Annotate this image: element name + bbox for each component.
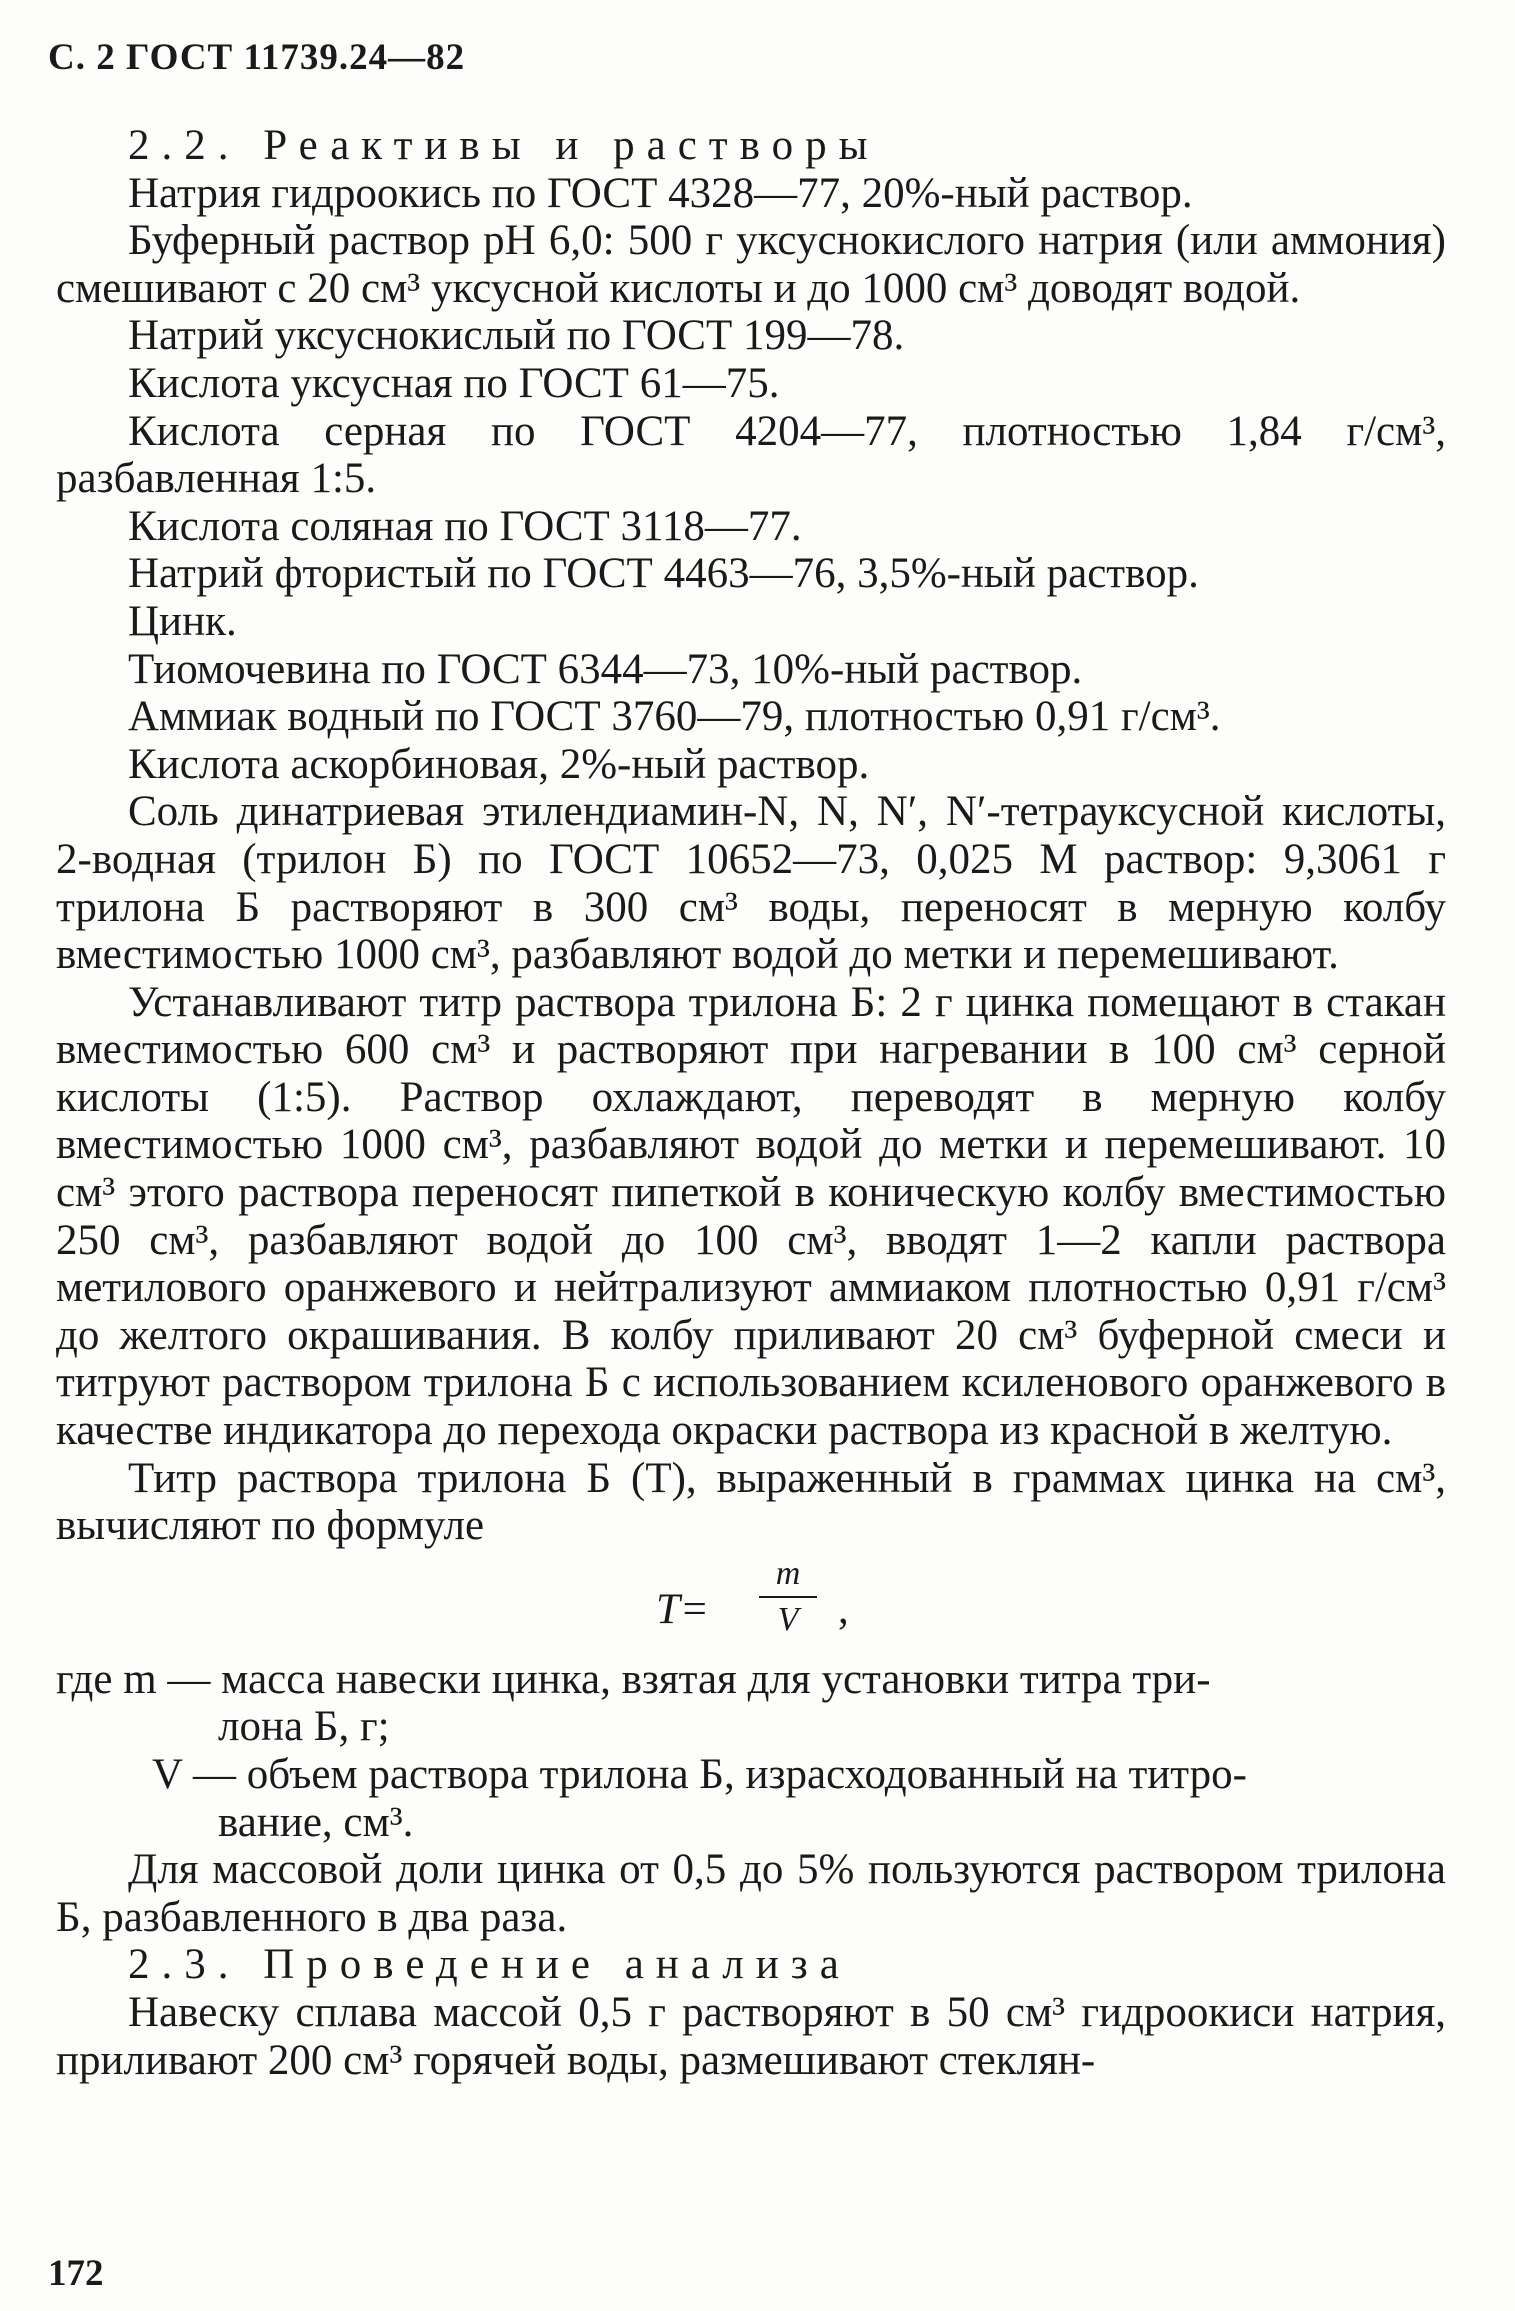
paragraph: Навеску сплава массой 0,5 г растворяют в 50 см³ гидроокиси натрия, приливают 200 см³ горячей воды, размешивают стеклян-: [56, 1988, 1446, 2084]
paragraph: Для массовой доли цинка от 0,5 до 5% пользуются раствором трилона Б, разбавленного в два раза.: [56, 1846, 1446, 1941]
fraction-bar: [759, 1596, 817, 1598]
section-heading-2-2: 2.2. Реактивы и растворы: [128, 122, 880, 169]
page-body: [56, 122, 1446, 2084]
paragraph: Натрий уксуснокислый по ГОСТ 199—78.: [128, 312, 905, 360]
paragraph: Натрия гидроокись по ГОСТ 4328—77, 20%-ный раствор.: [128, 169, 1193, 217]
paragraph: Титр раствора трилона Б (T), выраженный в граммах цинка на см³, вычисляют по формуле: [56, 1454, 1446, 1550]
definition-v-line1: V — объем раствора трилона Б, израсходованный на титро-: [152, 1751, 1247, 1798]
paragraph: Устанавливают титр раствора трилона Б: 2 г цинка помещают в стакан вместимостью 600 см³ и растворяют при нагревании в 100 см³ серной кислоты (1:5). Раствор охлаждают, переводят в мерную колбу вместимостью 1000 см³, разбавляют водой до метки и перемешивают. 10 см³ этого раствора переносят пипеткой в коническую колбу вместимостью 250 см³, разбавляют водой до 100 см³, вводят 1—2 капли раствора метилового оранжевого и нейтрализуют аммиаком плотностью 0,91 г/см³ до желтого окрашивания. В колбу приливают 20 см³ буферной смеси и титруют раствором трилона Б с использованием ксиленового оранжевого в качестве индикатора до перехода окраски раствора из красной в желтую.: [56, 978, 1446, 1455]
paragraph: Тиомочевина по ГОСТ 6344—73, 10%-ный раствор.: [128, 645, 1083, 693]
paragraph: Кислота уксусная по ГОСТ 61—75.: [128, 359, 780, 407]
page-number: 172: [48, 2253, 104, 2294]
titre-formula: [56, 1550, 1446, 1656]
section-heading-2-3: 2.3. Проведение анализа: [128, 1941, 851, 1989]
definition-v-line2: вание, см³.: [218, 1798, 414, 1846]
paragraph: Цинк.: [128, 597, 237, 645]
paragraph: Кислота соляная по ГОСТ 3118—77.: [128, 502, 802, 550]
formula-numerator: m: [775, 1554, 801, 1592]
paragraph: Натрий фтористый по ГОСТ 4463—76, 3,5%-ный раствор.: [128, 550, 1199, 598]
formula-lhs: T=: [656, 1585, 709, 1633]
paragraph: Кислота аскорбиновая, 2%-ный раствор.: [128, 740, 870, 788]
definition-m-line1: где m — масса навески цинка, взятая для установки титра три-: [56, 1655, 1211, 1703]
running-head: С. 2 ГОСТ 11739.24—82: [48, 37, 466, 78]
paragraph: Буферный раствор рН 6,0: 500 г уксуснокислого натрия (или аммония) смешивают с 20 см³ уксусной кислоты и до 1000 см³ доводят водой.: [56, 217, 1446, 312]
paragraph: Кислота серная по ГОСТ 4204—77, плотностью 1,84 г/см³, разбавленная 1:5.: [56, 407, 1446, 503]
paragraph: Соль динатриевая этилендиамин-N, N, N′, N′-тетрауксусной кислоты, 2-водная (трилон Б) по ГОСТ 10652—73, 0,025 М раствор: 9,3061 г трилона Б растворяют в 300 см³ воды, переносят в мерную колбу вместимостью 1000 см³, разбавляют водой до метки и перемешивают.: [56, 788, 1446, 979]
variable-definitions: [56, 1656, 1446, 1846]
formula-fraction: [759, 1554, 817, 1640]
formula-trailing: ,: [838, 1585, 849, 1633]
paragraph: Аммиак водный по ГОСТ 3760—79, плотностью 0,91 г/см³.: [128, 693, 1221, 741]
definition-m-line2: лона Б, г;: [218, 1703, 390, 1751]
formula-denominator: V: [777, 1600, 799, 1638]
